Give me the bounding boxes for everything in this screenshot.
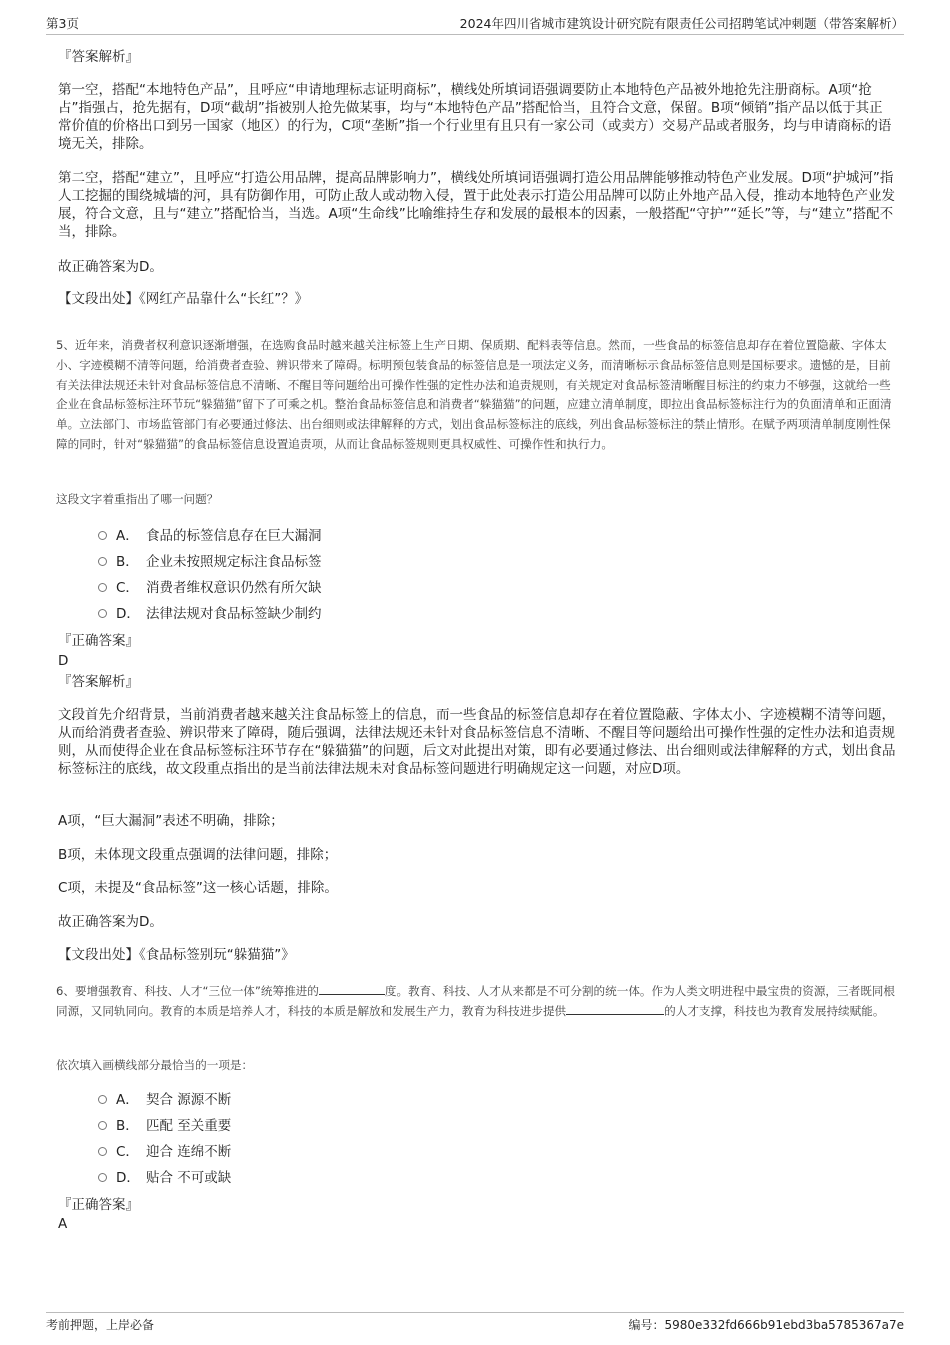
radio-icon[interactable] (98, 557, 107, 566)
prev-analysis-label: 『答案解析』 (58, 49, 139, 65)
q5-note-c: C项，未提及“食品标签”这一核心话题，排除。 (58, 880, 338, 896)
q6-option-b[interactable]: B． 匹配 至关重要 (98, 1116, 231, 1136)
footer-note: 考前押题，上岸必备 (46, 1318, 155, 1332)
q6-option-a[interactable]: A． 契合 源源不断 (98, 1090, 231, 1110)
prev-source: 【文段出处】《网红产品靠什么“长红”？》 (58, 291, 309, 307)
q5-option-d[interactable]: D． 法律法规对食品标签缺少制约 (98, 604, 322, 624)
q5-stem: 这段文字着重指出了哪一问题？ (56, 492, 219, 506)
q5-source: 【文段出处】《食品标签别玩“躲猫猫”》 (58, 947, 295, 963)
radio-icon[interactable] (98, 1121, 107, 1130)
fill-blank-1 (319, 983, 385, 995)
document-title: 2024年四川省城市建筑设计研究院有限责任公司招聘笔试冲刺题（带答案解析） (459, 16, 904, 31)
page-footer (46, 1312, 904, 1332)
radio-icon[interactable] (98, 609, 107, 618)
q5-option-c[interactable]: C． 消费者维权意识仍然有所欠缺 (98, 578, 322, 598)
page-number: 第3页 (46, 16, 79, 31)
q6-passage: 6、要增强教育、科技、人才“三位一体”统筹推进的 度。教育、科技、人才从来都是不可分割的统一体。作为人类文明进程中最宝贵的资源，三者既同根同源，又同轨同向。教育的本质是培养人才，科技的本质是解放和发展生产力，教育为科技进步提供 的人才支撑，科技也为教育发展持续赋能。 (56, 984, 895, 1018)
prev-analysis-p2: 第二空，搭配“建立”，且呼应“打造公用品牌，提高品牌影响力”，横线处所填词语强调打造公用品牌能够推动特色产业发展。D项“护城河”指人工挖掘的围绕城墙的河，具有防御作用，可防止敌人或动物入侵，置于此处表示打造公用品牌可以防止外地产品入侵，推动本地特色产业发展，符合文意，且与“建立”搭配恰当，当选。A项“生命线”比喻维持生存和发展的最根本的因素，一般搭配“守护”“延长”等，与“建立”搭配不当，排除。 (58, 170, 895, 240)
q6-stem: 依次填入画横线部分最恰当的一项是： (56, 1058, 254, 1072)
q5-option-b[interactable]: B． 企业未按照规定标注食品标签 (98, 552, 322, 572)
q5-note-b: B项，未体现文段重点强调的法律问题，排除； (58, 847, 338, 863)
document-code: 编号：5980e332fd666b91ebd3ba5785367a7e (628, 1318, 904, 1332)
q5-analysis: 文段首先介绍背景，当前消费者越来越关注食品标签上的信息，而一些食品的标签信息却存在着位置隐蔽、字体太小、字迹模糊不清等问题，从而给消费者查验、辨识带来了障碍，随后强调，法律法规还未针对食品标签信息不清晰、不醒目等问题给出可操作性强的定性办法和追责规则，从而使得企业在食品标签标注环节存在“躲猫猫”的问题，后文对此提出对策，即有必要通过修法、出台细则或法律解释的方式，划出食品标签标注的底线，故文段重点指出的是当前法律法规未对食品标签问题进行明确规定这一问题，对应D项。 (58, 707, 896, 777)
q6-option-d[interactable]: D． 贴合 不可或缺 (98, 1168, 231, 1188)
radio-icon[interactable] (98, 583, 107, 592)
q6-option-c[interactable]: C． 迎合 连绵不断 (98, 1142, 231, 1162)
radio-icon[interactable] (98, 1095, 107, 1104)
q5-note-a: A项，“巨大漏洞”表述不明确，排除； (58, 813, 284, 829)
radio-icon[interactable] (98, 531, 107, 540)
q5-option-a[interactable]: A． 食品的标签信息存在巨大漏洞 (98, 526, 322, 546)
q5-passage: 5、近年来，消费者权利意识逐渐增强，在选购食品时越来越关注标签上生产日期、保质期、配料表等信息。然而，一些食品的标签信息却存在着位置隐蔽、字体太小、字迹模糊不清等问题，给消费者查验、辨识带来了障碍。标明预包装食品的标签信息是一项法定义务，而清晰标示食品标签信息则是国标要求。遗憾的是，目前有关法律法规还未针对食品标签信息不清晰、不醒目等问题给出可操作性强的定性办法和追责规则，有关规定对食品标签清晰醒目标注的约束力不够强，这就给一些企业在食品标签标注环节玩“躲猫猫”留下了可乘之机。整治食品标签信息和消费者“躲猫猫”的问题，应建立清单制度，即拉出食品标签标注行为的负面清单和正面清单。立法部门、市场监管部门有必要通过修法、出台细则或法律解释的方式，划出食品标签标注的底线，列出食品标签标注的禁止情形。在赋予两项清单制度刚性保障的同时，针对“躲猫猫”的食品标签信息设置追责项，从而让食品标签规则更具权威性、可操作性和执行力。 (56, 338, 892, 451)
prev-analysis-p1: 第一空，搭配“本地特色产品”，且呼应“申请地理标志证明商标”，横线处所填词语强调要防止本地特色产品被外地抢先注册商标。A项“抢占”指强占，抢先据有，D项“截胡”指被别人抢先做某事，均与“本地特色产品”搭配恰当，且符合文意，保留。B项“倾销”指产品以低于其正常价值的价格出口到另一国家（地区）的行为，C项“垄断”指一个行业里有且只有一家公司（或卖方）交易产品或者服务，均与申请商标的语境无关，排除。 (58, 82, 892, 152)
prev-conclusion: 故正确答案为D。 (58, 259, 163, 275)
page-header (46, 14, 904, 35)
radio-icon[interactable] (98, 1173, 107, 1182)
q5-conclusion: 故正确答案为D。 (58, 914, 163, 930)
fill-blank-2 (566, 1003, 664, 1015)
q5-answer-label: 『正确答案』 (58, 633, 139, 649)
q5-answer: D (58, 653, 69, 669)
q6-answer-label: 『正确答案』 (58, 1197, 139, 1213)
q6-answer: A (58, 1216, 68, 1232)
q5-analysis-label: 『答案解析』 (58, 674, 139, 690)
radio-icon[interactable] (98, 1147, 107, 1156)
